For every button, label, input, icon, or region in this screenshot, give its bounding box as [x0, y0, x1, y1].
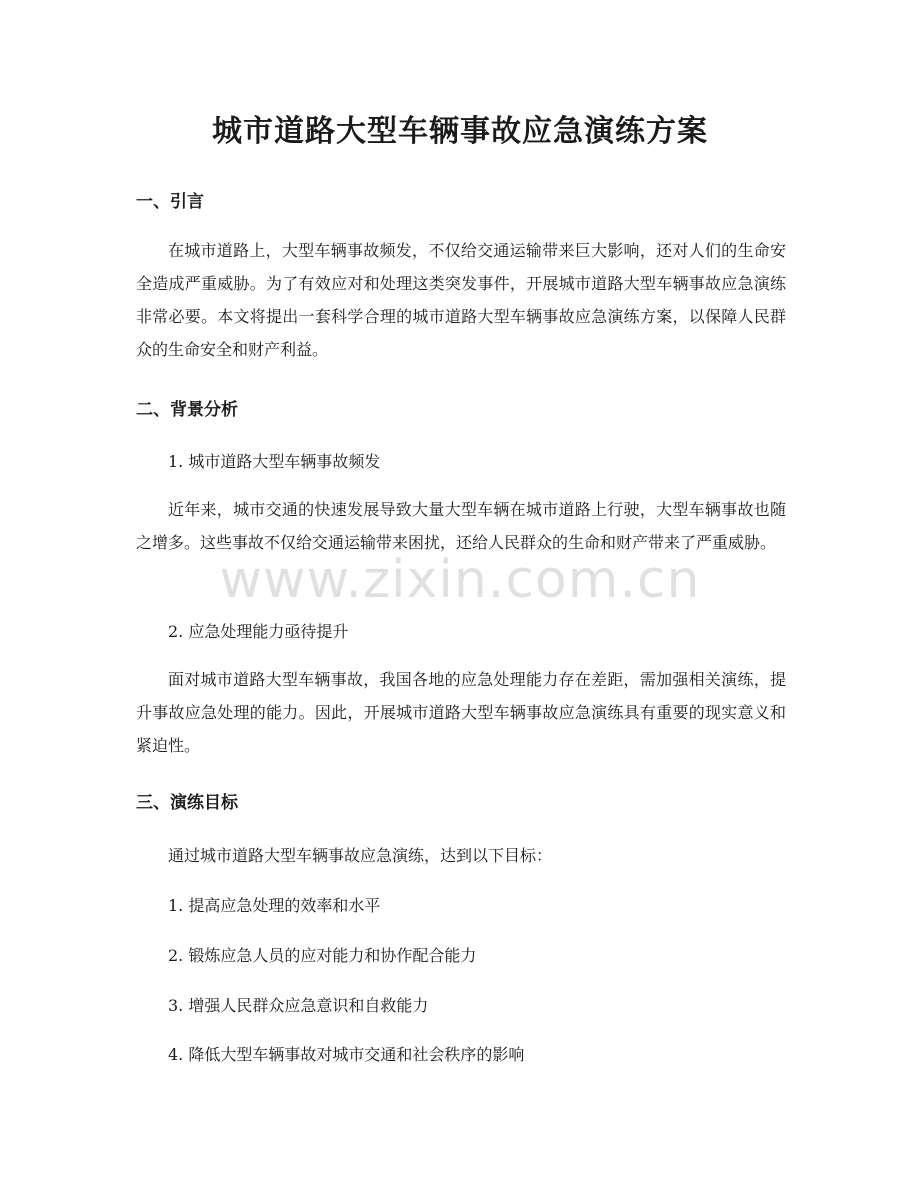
background-item-2-label: 2. 应急处理能力亟待提升: [168, 622, 349, 641]
section-heading-introduction: 一、引言: [136, 192, 204, 212]
document-title: 城市道路大型车辆事故应急演练方案: [212, 114, 708, 149]
objective-item: 4. 降低大型车辆事故对城市交通和社会秩序的影响: [168, 1045, 525, 1064]
watermark: www.zixin.com.cn: [219, 550, 701, 610]
objective-item: 2. 锻炼应急人员的应对能力和协作配合能力: [168, 946, 477, 965]
objective-item: 1. 提高应急处理的效率和水平: [168, 896, 381, 915]
section-heading-objectives: 三、演练目标: [136, 793, 238, 813]
background-item-1-paragraph: 近年来，城市交通的快速发展导致大量大型车辆在城市道路上行驶，大型车辆事故也随之增多。这些事故不仅给交通运输带来困扰，还给人民群众的生命和财产带来了严重威胁。: [136, 500, 786, 552]
background-item-1-label: 1. 城市道路大型车辆事故频发: [168, 452, 381, 471]
objective-item: 3. 增强人民群众应急意识和自救能力: [168, 996, 429, 1015]
background-item-2-paragraph: 面对城市道路大型车辆事故，我国各地的应急处理能力存在差距，需加强相关演练，提升事故应急处理的能力。因此，开展城市道路大型车辆事故应急演练具有重要的现实意义和紧迫性。: [136, 670, 786, 755]
introduction-paragraph: 在城市道路上，大型车辆事故频发，不仅给交通运输带来巨大影响，还对人们的生命安全造成严重威胁。为了有效应对和处理这类突发事件，开展城市道路大型车辆事故应急演练非常必要。本文将提出一套科学合理的城市道路大型车辆事故应急演练方案，以保障人民群众的生命安全和财产利益。: [136, 241, 786, 359]
objectives-intro: 通过城市道路大型车辆事故应急演练，达到以下目标：: [168, 846, 553, 865]
section-heading-background: 二、背景分析: [136, 400, 238, 420]
